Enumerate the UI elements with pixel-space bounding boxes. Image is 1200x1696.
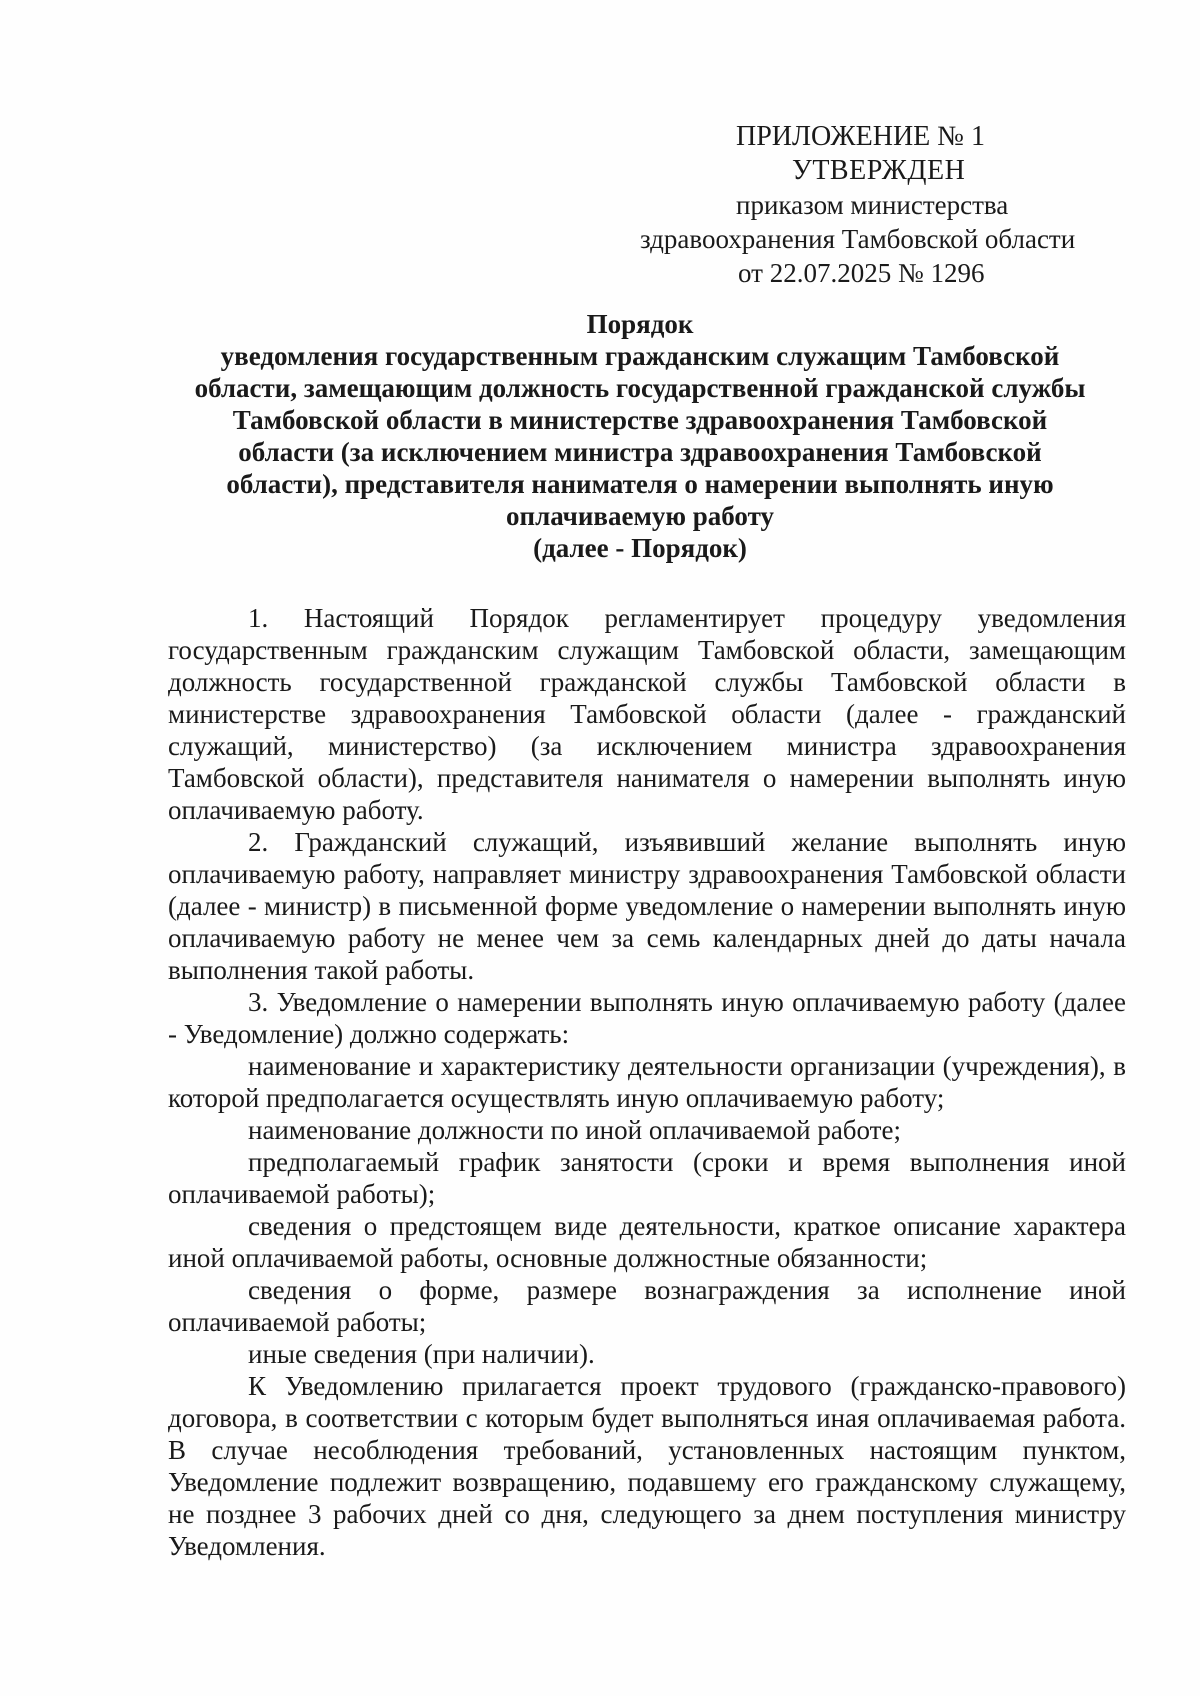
approving-ministry: здравоохранения Тамбовской области bbox=[640, 224, 1076, 254]
approval-block bbox=[640, 120, 1120, 290]
title-line: области), представителя нанимателя о намерении выполнять иную bbox=[226, 469, 1054, 499]
paragraph-1: 1. Настоящий Порядок регламентирует процедуру уведомления государственным гражданским служащим Тамбовской области, замещающим должность государственной гражданской службы Тамбовской области в министерстве здравоохранения Тамбовской области (далее - гражданский служащий, министерство) (за исключением министра здравоохранения Тамбовской области), представителя нанимателя о намерении выполнять иную оплачиваемую работу. bbox=[168, 603, 1126, 825]
document-body bbox=[168, 602, 1126, 1562]
title-line: области (за исключением министра здравоохранения Тамбовской bbox=[238, 437, 1042, 467]
paragraph-2: 2. Гражданский служащий, изъявивший желание выполнять иную оплачиваемую работу, направляет министру здравоохранения Тамбовской области (далее - министр) в письменной форме уведомление о намерении выполнять иную оплачиваемую работу не менее чем за семь календарных дней до даты начала выполнения такой работы. bbox=[168, 827, 1126, 985]
approved-by-order: приказом министерства bbox=[736, 190, 1009, 220]
title-heading: Порядок bbox=[586, 309, 694, 339]
list-item: предполагаемый график занятости (сроки и время выполнения иной оплачиваемой работы); bbox=[168, 1147, 1126, 1209]
list-item: наименование и характеристику деятельности организации (учреждения), в которой предполагается осуществлять иную оплачиваемую работу; bbox=[168, 1051, 1126, 1113]
title-line: области, замещающим должность государственной гражданской службы bbox=[194, 373, 1086, 403]
approved-label: УТВЕРЖДЕН bbox=[792, 155, 966, 186]
appendix-number: ПРИЛОЖЕНИЕ № 1 bbox=[736, 121, 985, 152]
title-line: (далее - Порядок) bbox=[533, 533, 747, 563]
list-item: иные сведения (при наличии). bbox=[248, 1339, 595, 1369]
order-date-number: от 22.07.2025 № 1296 bbox=[738, 258, 985, 288]
title-line: оплачиваемую работу bbox=[506, 501, 774, 531]
title-line: уведомления государственным гражданским служащим Тамбовской bbox=[220, 341, 1060, 371]
list-item: сведения о форме, размере вознаграждения за исполнение иной оплачиваемой работы; bbox=[168, 1275, 1126, 1337]
paragraph-attachment: К Уведомлению прилагается проект трудового (гражданско-правового) договора, в соответствии с которым будет выполняться иная оплачиваемая работа. В случае несоблюдения требований, установленных настоящим пунктом, Уведомление подлежит возвращению, подавшему его гражданскому служащему, не позднее 3 рабочих дней со дня, следующего за днем поступления министру Уведомления. bbox=[168, 1371, 1126, 1561]
paragraph-3: 3. Уведомление о намерении выполнять иную оплачиваемую работу (далее - Уведомление) должно содержать: bbox=[168, 987, 1126, 1049]
list-item: наименование должности по иной оплачиваемой работе; bbox=[248, 1115, 901, 1145]
document-title bbox=[160, 308, 1120, 564]
list-item: сведения о предстоящем виде деятельности, краткое описание характера иной оплачиваемой работы, основные должностные обязанности; bbox=[168, 1211, 1126, 1273]
title-line: Тамбовской области в министерстве здравоохранения Тамбовской bbox=[232, 405, 1048, 435]
